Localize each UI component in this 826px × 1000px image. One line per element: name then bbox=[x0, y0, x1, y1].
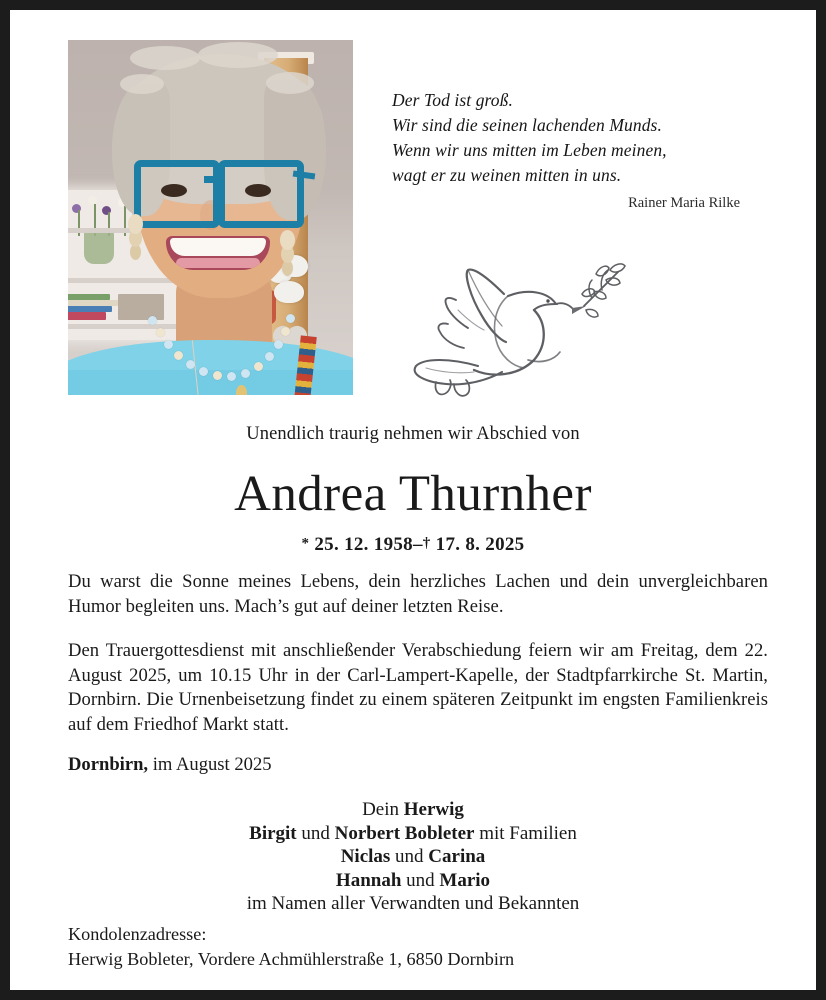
birth-symbol: * bbox=[301, 535, 310, 552]
lead-line: Unendlich traurig nehmen wir Abschied von bbox=[246, 424, 580, 444]
poem-line: Wenn wir uns mitten im Leben meinen, bbox=[392, 140, 667, 160]
paragraph-personal: Du warst die Sonne meines Lebens, dein herzliches Lachen und dein unvergleichbaren Humor begleiten uns. Mach’s gut auf deiner letzten Reise. bbox=[68, 571, 768, 617]
poem-line: wagt er zu weinen mitten in uns. bbox=[392, 165, 622, 185]
condolence-address: Herwig Bobleter, Vordere Achmühlerstraße 1, 6850 Dornbirn bbox=[68, 949, 515, 969]
photo-earring-right bbox=[280, 230, 295, 250]
family-line bbox=[10, 869, 816, 893]
photo-eye-left bbox=[161, 184, 187, 197]
header-area bbox=[10, 10, 816, 395]
family-names bbox=[10, 798, 816, 916]
family-person-name: Mario bbox=[439, 869, 491, 891]
photo-earring-left bbox=[128, 214, 143, 234]
family-text: und bbox=[401, 869, 440, 891]
family-text: im Namen aller Verwandten und Bekannten bbox=[246, 893, 580, 914]
place-name: Dornbirn, bbox=[68, 754, 149, 775]
photo-books bbox=[68, 286, 176, 320]
family-text: und bbox=[296, 822, 335, 844]
poem-block bbox=[392, 88, 740, 212]
family-line bbox=[10, 798, 816, 822]
family-text: und bbox=[390, 846, 429, 867]
family-person-name: Niclas bbox=[340, 846, 391, 867]
body-text bbox=[68, 570, 768, 738]
family-text: Dein bbox=[362, 799, 404, 820]
paragraph-service: Den Trauergottesdienst mit anschließender Verabschiedung feiern wir am Freitag, dem 22. August 2025, um 10.15 Uhr in der Carl-Lampert-Kapelle, der Stadtpfarrkirche St. Martin, Dornbirn. Die Urnenbeisetzung findet zu einem späteren Zeitpunkt im engsten Familienkreis auf dem Friedhof Markt statt. bbox=[68, 640, 768, 735]
family-person-name: Hannah bbox=[335, 869, 402, 891]
photo-vase bbox=[84, 230, 114, 264]
photo-glasses-bridge bbox=[204, 176, 220, 183]
family-person-name: Carina bbox=[428, 846, 486, 867]
poem-line: Der Tod ist groß. bbox=[392, 90, 513, 110]
death-date: 17. 8. 2025 bbox=[435, 534, 525, 555]
family-person-name: Norbert Bobleter bbox=[334, 822, 475, 844]
poem-line: Wir sind die seinen lachenden Munds. bbox=[392, 115, 662, 135]
family-person-name: Herwig bbox=[403, 799, 464, 820]
family-line bbox=[10, 822, 816, 846]
photo-glasses-left-lens bbox=[134, 160, 220, 228]
portrait-photo bbox=[68, 40, 353, 395]
date-separator: – bbox=[412, 534, 423, 555]
family-line bbox=[10, 892, 816, 916]
family-line bbox=[10, 845, 816, 869]
photo-eye-right bbox=[245, 184, 271, 197]
notice-sheet bbox=[10, 10, 816, 990]
place-date-line bbox=[68, 754, 768, 776]
photo-smile bbox=[166, 236, 270, 270]
life-dates bbox=[10, 534, 816, 556]
poem-author: Rainer Maria Rilke bbox=[628, 195, 740, 211]
family-person-name: Birgit bbox=[249, 822, 297, 844]
birth-date: 25. 12. 1958 bbox=[314, 534, 413, 555]
dove-illustration bbox=[396, 248, 626, 398]
death-symbol: † bbox=[422, 535, 431, 552]
condolence-block bbox=[68, 922, 768, 972]
place-month: im August 2025 bbox=[148, 754, 272, 775]
condolence-label: Kondolenzadresse: bbox=[68, 924, 207, 944]
photo-glasses-right-lens bbox=[218, 160, 304, 228]
deceased-name: Andrea Thurnher bbox=[234, 466, 592, 522]
family-text: mit Familien bbox=[474, 822, 577, 844]
